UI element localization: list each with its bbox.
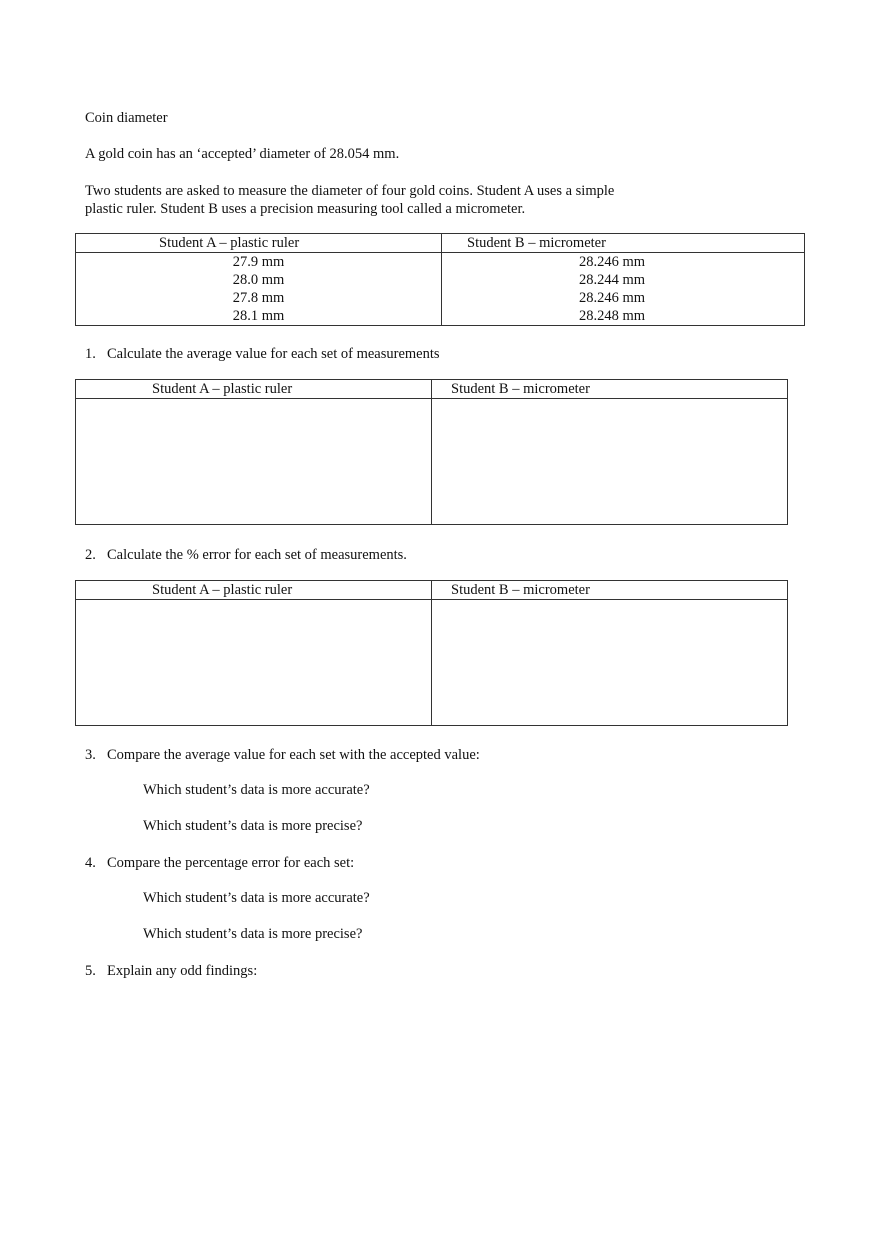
answer-1-cell-a[interactable] [76,399,432,525]
question-5-number: 5. [85,963,96,979]
answer-2-cell-b[interactable] [432,600,788,726]
value-a-4: 28.1 mm [232,308,285,324]
answer-2-cell-a[interactable] [76,600,432,726]
answer-table-2 [75,580,788,726]
student-a-values [76,253,442,326]
student-b-values [442,253,805,326]
answer-table-1 [75,379,788,525]
header-student-a: Student A – plastic ruler [76,234,442,253]
question-5-text: Explain any odd findings: [107,963,258,979]
value-a-3: 27.8 mm [232,290,285,306]
question-3-sub-1: Which student’s data is more accurate? [143,782,370,798]
description-line-1: Two students are asked to measure the diameter of four gold coins. Student A uses a simple [85,183,615,199]
question-4-text: Compare the percentage error for each set: [107,855,355,871]
page-title: Coin diameter [85,110,168,126]
value-b-2: 28.244 mm [579,272,646,288]
value-b-4: 28.248 mm [579,308,646,324]
question-3-sub-2: Which student’s data is more precise? [143,818,363,834]
header-student-b: Student B – micrometer [442,234,805,253]
answer-1-header-a: Student A – plastic ruler [76,380,432,399]
question-3-text: Compare the average value for each set with the accepted value: [107,747,480,763]
question-4-sub-2: Which student’s data is more precise? [143,926,363,942]
answer-1-header-b: Student B – micrometer [432,380,788,399]
value-b-3: 28.246 mm [579,290,646,306]
value-a-2: 28.0 mm [232,272,285,288]
intro-text: A gold coin has an ‘accepted’ diameter of 28.054 mm. [85,146,400,162]
answer-1-cell-b[interactable] [432,399,788,525]
question-4-sub-1: Which student’s data is more accurate? [143,890,370,906]
measurement-table [75,233,805,326]
question-3-number: 3. [85,747,96,763]
question-2-text: Calculate the % error for each set of measurements. [107,547,407,563]
value-a-1: 27.9 mm [232,254,285,270]
value-b-1: 28.246 mm [579,254,646,270]
question-4-number: 4. [85,855,96,871]
question-1-number: 1. [85,346,96,362]
question-1-text: Calculate the average value for each set of measurements [107,346,440,362]
answer-2-header-a: Student A – plastic ruler [76,581,432,600]
question-2-number: 2. [85,547,96,563]
description-line-2: plastic ruler. Student B uses a precision measuring tool called a micrometer. [85,201,526,217]
answer-2-header-b: Student B – micrometer [432,581,788,600]
